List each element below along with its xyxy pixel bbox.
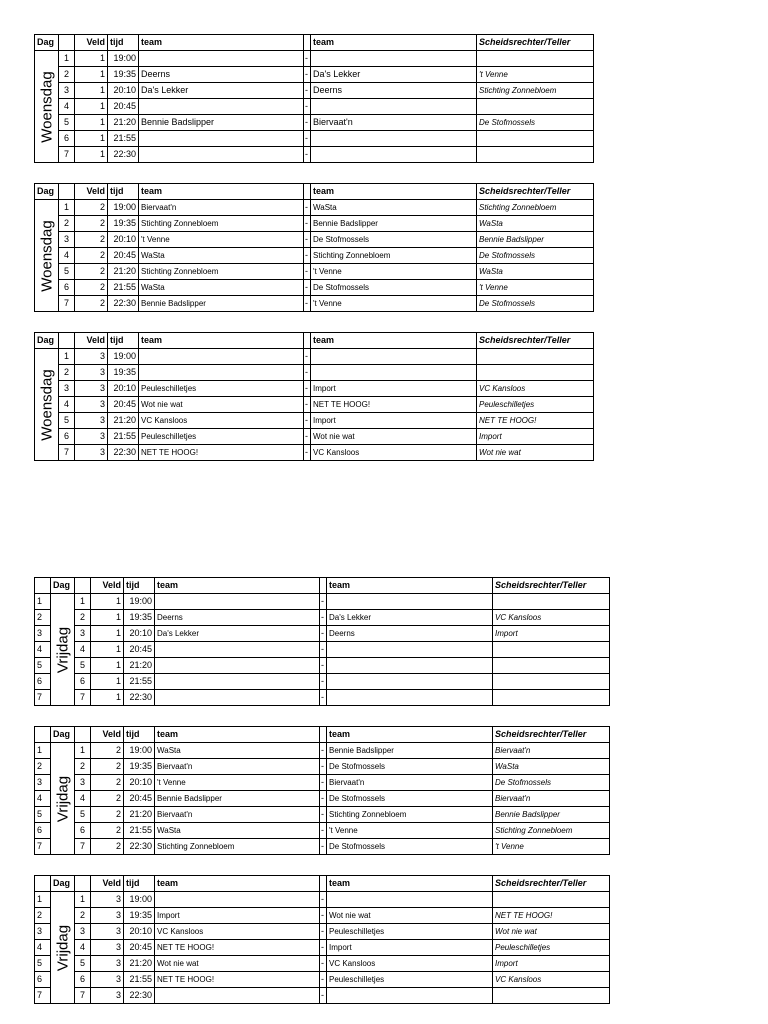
table-row: 7 2 22:30 Bennie Badslipper - 't Venne De Stofmossels [35, 296, 594, 312]
header-dag: Dag [35, 184, 59, 200]
table-row: Woensdag 1 2 19:00 Biervaat'n - WaSta Stichting Zonnebloem [35, 200, 594, 216]
header-team-away: team [327, 727, 493, 743]
table-row: 5 3 21:20 VC Kansloos - Import NET TE HOOG! [35, 413, 594, 429]
table-row: Woensdag 1 3 19:00 - [35, 349, 594, 365]
header-tijd: tijd [108, 333, 139, 349]
table-row: 3 3 1 20:10 Da's Lekker - Deerns Import [35, 626, 610, 642]
table-row: Woensdag 1 1 19:00 - [35, 51, 594, 67]
day-label: Woensdag [35, 349, 59, 461]
header-team-home: team [139, 184, 304, 200]
table-row: 5 5 1 21:20 - [35, 658, 610, 674]
table-row: 7 7 2 22:30 Stichting Zonnebloem - De Stofmossels 't Venne [35, 839, 610, 855]
table-row: 4 4 1 20:45 - [35, 642, 610, 658]
header-scheidsrechter: Scheidsrechter/Teller [477, 184, 594, 200]
table-row: 4 4 2 20:45 Bennie Badslipper - De Stofmossels Biervaat'n [35, 791, 610, 807]
schedule-table-woensdag-veld-2 [34, 183, 594, 312]
schedule-table-woensdag-veld-1 [34, 34, 594, 163]
header-scheidsrechter: Scheidsrechter/Teller [493, 578, 610, 594]
header-veld: Veld [75, 333, 108, 349]
header-dag: Dag [51, 578, 75, 594]
header-row [35, 876, 610, 892]
header-scheidsrechter: Scheidsrechter/Teller [493, 876, 610, 892]
table-row: 5 2 21:20 Stichting Zonnebloem - 't Venne WaSta [35, 264, 594, 280]
table-row: 5 1 21:20 Bennie Badslipper - Biervaat'n De Stofmossels [35, 115, 594, 131]
table-row: 4 4 3 20:45 NET TE HOOG! - Import Peuleschilletjes [35, 940, 610, 956]
header-tijd: tijd [124, 876, 155, 892]
table-row: 3 3 3 20:10 VC Kansloos - Peuleschilletjes Wot nie wat [35, 924, 610, 940]
table-row: 6 6 2 21:55 WaSta - 't Venne Stichting Zonnebloem [35, 823, 610, 839]
header-team-away: team [311, 35, 477, 51]
header-row [35, 35, 594, 51]
header-tijd: tijd [124, 578, 155, 594]
header-team-home: team [155, 727, 320, 743]
table-row: 2 2 2 19:35 Biervaat'n - De Stofmossels WaSta [35, 759, 610, 775]
header-dag: Dag [51, 876, 75, 892]
header-tijd: tijd [124, 727, 155, 743]
header-tijd: tijd [108, 35, 139, 51]
table-row: 5 5 3 21:20 Wot nie wat - VC Kansloos Import [35, 956, 610, 972]
header-tijd: tijd [108, 184, 139, 200]
day-label: Vrijdag [51, 892, 75, 1004]
table-row: 1 Vrijdag 1 1 19:00 - [35, 594, 610, 610]
table-row: 2 2 19:35 Stichting Zonnebloem - Bennie Badslipper WaSta [35, 216, 594, 232]
header-team-home: team [139, 35, 304, 51]
day-label: Woensdag [35, 51, 59, 163]
header-row [35, 333, 594, 349]
header-veld: Veld [91, 578, 124, 594]
schedule-table-vrijdag-veld-2 [34, 726, 610, 855]
header-veld: Veld [75, 35, 108, 51]
header-scheidsrechter: Scheidsrechter/Teller [477, 333, 594, 349]
table-row: 4 3 20:45 Wot nie wat - NET TE HOOG! Peuleschilletjes [35, 397, 594, 413]
table-row: 3 3 2 20:10 't Venne - Biervaat'n De Stofmossels [35, 775, 610, 791]
table-row: 5 5 2 21:20 Biervaat'n - Stichting Zonnebloem Bennie Badslipper [35, 807, 610, 823]
header-veld: Veld [91, 727, 124, 743]
header-team-away: team [327, 876, 493, 892]
header-team-away: team [311, 333, 477, 349]
schedule-table-vrijdag-veld-1 [34, 577, 610, 706]
table-row: 2 2 3 19:35 Import - Wot nie wat NET TE HOOG! [35, 908, 610, 924]
table-row: 6 2 21:55 WaSta - De Stofmossels 't Venne [35, 280, 594, 296]
day-label: Woensdag [35, 200, 59, 312]
header-row [35, 578, 610, 594]
header-row [35, 727, 610, 743]
header-team-away: team [311, 184, 477, 200]
header-dag: Dag [51, 727, 75, 743]
table-row: 7 1 22:30 - [35, 147, 594, 163]
day-label: Vrijdag [51, 594, 75, 706]
table-row: 6 1 21:55 - [35, 131, 594, 147]
header-veld: Veld [75, 184, 108, 200]
table-row: 2 1 19:35 Deerns - Da's Lekker 't Venne [35, 67, 594, 83]
header-dag: Dag [35, 333, 59, 349]
header-scheidsrechter: Scheidsrechter/Teller [493, 727, 610, 743]
header-team-home: team [155, 578, 320, 594]
table-row: 6 3 21:55 Peuleschilletjes - Wot nie wat Import [35, 429, 594, 445]
header-dag: Dag [35, 35, 59, 51]
table-row: 3 3 20:10 Peuleschilletjes - Import VC Kansloos [35, 381, 594, 397]
table-row: 2 2 1 19:35 Deerns - Da's Lekker VC Kansloos [35, 610, 610, 626]
table-row: 3 2 20:10 't Venne - De Stofmossels Bennie Badslipper [35, 232, 594, 248]
table-row: 3 1 20:10 Da's Lekker - Deerns Stichting Zonnebloem [35, 83, 594, 99]
table-row: 4 2 20:45 WaSta - Stichting Zonnebloem De Stofmossels [35, 248, 594, 264]
table-row: 7 3 22:30 NET TE HOOG! - VC Kansloos Wot nie wat [35, 445, 594, 461]
table-row: 1 Vrijdag 1 2 19:00 WaSta - Bennie Badslipper Biervaat'n [35, 743, 610, 759]
header-scheidsrechter: Scheidsrechter/Teller [477, 35, 594, 51]
header-team-home: team [155, 876, 320, 892]
table-row: 7 7 1 22:30 - [35, 690, 610, 706]
header-veld: Veld [91, 876, 124, 892]
day-label: Vrijdag [51, 743, 75, 855]
table-row: 2 3 19:35 - [35, 365, 594, 381]
header-team-home: team [139, 333, 304, 349]
header-row [35, 184, 594, 200]
schedule-table-woensdag-veld-3 [34, 332, 594, 461]
table-row: 4 1 20:45 - [35, 99, 594, 115]
table-row: 1 Vrijdag 1 3 19:00 - [35, 892, 610, 908]
table-row: 6 6 3 21:55 NET TE HOOG! - Peuleschilletjes VC Kansloos [35, 972, 610, 988]
schedule-table-vrijdag-veld-3 [34, 875, 610, 1004]
table-row: 6 6 1 21:55 - [35, 674, 610, 690]
header-team-away: team [327, 578, 493, 594]
table-row: 7 7 3 22:30 - [35, 988, 610, 1004]
